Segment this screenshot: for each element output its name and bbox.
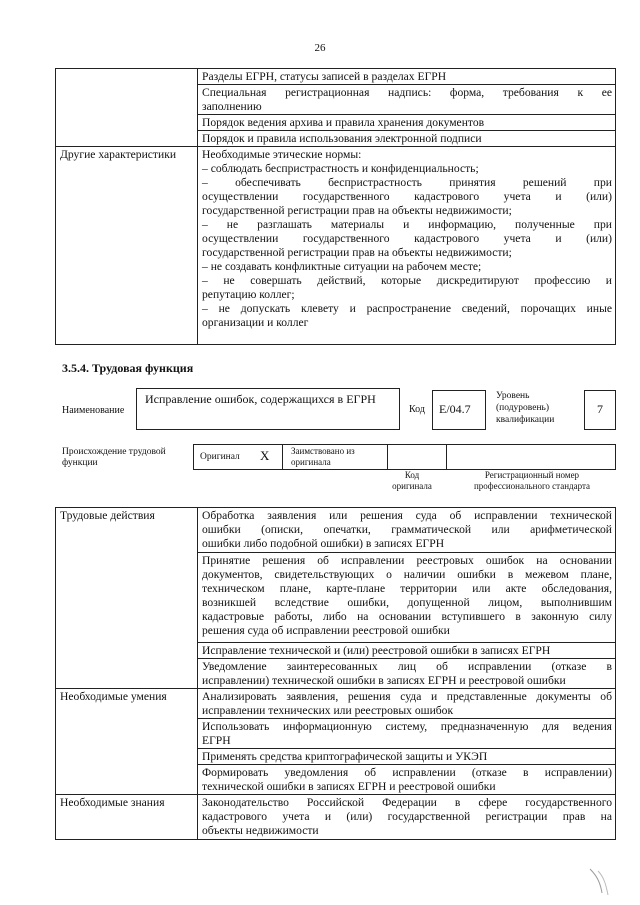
text-line: ошибки либо подобной ошибки) в записях ЕГРН: [202, 537, 445, 550]
level-label: Уровень (подуровень) квалификации: [496, 391, 555, 425]
origin-label: Происхождение трудовой функции: [62, 447, 166, 468]
table-item-cell: [198, 659, 616, 689]
text-line: решения суда об исправлении реестровой ошибки: [202, 624, 450, 637]
table-item-cell: [198, 689, 616, 719]
text-line: государственной регистрации прав на объекты недвижимости;: [202, 246, 512, 259]
text-line: Специальная регистрационная надпись: форма, требования к ее: [202, 86, 612, 99]
text-line: техническом плане, карте-плане территории или акте обследования,: [202, 582, 612, 595]
text-line: – не допускать клевету и распространение сведений, порочащих иные: [202, 302, 612, 315]
level-value-box: [584, 390, 616, 430]
text-line: Принятие решения об исправлении реестровых ошибок на основании: [202, 554, 612, 567]
text-line: осуществлении государственного кадастрового учета и (или): [202, 232, 612, 245]
table-item-cell: Применять средства криптографической защиты и УКЭП: [198, 749, 616, 765]
section-heading: 3.5.4. Трудовая функция: [62, 361, 194, 375]
text-line: организации и коллег: [202, 316, 309, 329]
table-item-cell: [198, 795, 616, 840]
text-line: Обработка заявления или решения суда об исправлении технической: [202, 509, 612, 522]
table-label-cell: Необходимые знания: [56, 795, 198, 840]
code-value-box: [432, 390, 486, 430]
text-line: – не разглашать материалы и информацию, полученные при: [202, 218, 612, 231]
text-line: репутацию коллег;: [202, 288, 295, 301]
table-item-cell: Разделы ЕГРН, статусы записей в разделах ЕГРН: [198, 69, 616, 85]
ethics-cell: [198, 147, 616, 345]
text-line: Анализировать заявления, решения суда и представленные документы об: [202, 690, 612, 703]
page-number: 26: [314, 42, 326, 54]
text-line: – не создавать конфликтные ситуации на рабочем месте;: [202, 260, 482, 273]
text-line: ЕГРН: [202, 734, 231, 747]
code-caption: Код оригинала: [392, 470, 432, 491]
table-item-cell: [198, 553, 616, 643]
scan-mark-icon: [586, 867, 616, 897]
original-mark: X: [260, 448, 270, 463]
text-line: технической ошибки в записях ЕГРН и реестровой ошибки: [202, 780, 496, 793]
table-item-cell: Исправление технической и (или) реестровой ошибки в записях ЕГРН: [198, 643, 616, 659]
original-label: Оригинал: [200, 452, 240, 462]
regnum-caption: Регистрационный номер профессионального стандарта: [473, 470, 591, 491]
table-item-cell: [198, 85, 616, 115]
text-line: Уведомление заинтересованных лиц об исправлении (отказе в: [202, 660, 612, 673]
table-label-cell: Необходимые умения: [56, 689, 198, 795]
table-label-cell: [56, 69, 198, 147]
text-line: Формировать уведомления об исправлении (отказе в исправлении): [202, 766, 612, 779]
text-line: – соблюдать беспристрастность и конфиденциальность;: [202, 162, 479, 175]
top-characteristics-table: [55, 68, 616, 345]
table-label-cell: Трудовые действия: [56, 508, 198, 689]
level-value: 7: [597, 402, 603, 416]
origin-box: [193, 444, 616, 470]
table-item-cell: [198, 719, 616, 749]
name-value-box: [136, 388, 400, 430]
table-item-cell: [198, 765, 616, 795]
text-line: осуществлении государственного кадастрового учета и (или): [202, 190, 612, 203]
text-line: ошибки (описки, опечатки, грамматической или арифметической: [202, 523, 612, 536]
text-line: государственной регистрации прав на объекты недвижимости;: [202, 204, 512, 217]
text-line: кадастровые работы, либо на основании вступившего в законную силу: [202, 610, 612, 623]
code-value: E/04.7: [439, 402, 471, 416]
text-line: кадастрового учета и (или) государственной регистрации прав на: [202, 810, 612, 823]
text-line: – не совершать действий, которые дискредитируют профессию и: [202, 274, 612, 287]
text-line: Законодательство Российской Федерации в сфере государственного: [202, 796, 612, 809]
text-line: исправлении) технической ошибки в записях ЕГРН и реестровой ошибки: [202, 674, 566, 687]
text-line: Использовать информационную систему, предназначенную для ведения: [202, 720, 612, 733]
labor-function-table: [55, 507, 616, 840]
text-line: заполнению: [202, 100, 262, 113]
text-line: – обеспечивать беспристрастность принятия решений при: [202, 176, 612, 189]
name-label: Наименование: [62, 405, 125, 416]
text-line: документов, свидетельствующих о наличии ошибки в межевом плане,: [202, 568, 612, 581]
table-item-cell: Порядок и правила использования электронной подписи: [198, 131, 616, 147]
table-item-cell: Порядок ведения архива и правила хранения документов: [198, 115, 616, 131]
name-value: Исправление ошибок, содержащихся в ЕГРН: [145, 392, 376, 406]
borrowed-label: Заимствовано из оригинала: [291, 446, 355, 467]
text-line: исправлении технических или реестровых ошибок: [202, 704, 454, 717]
text-line: Необходимые этические нормы:: [202, 148, 362, 161]
table-item-cell: [198, 508, 616, 553]
text-line: возникшей вследствие ошибки, допущенной лицом, выполнившим: [202, 596, 612, 609]
code-label: Код: [409, 404, 425, 415]
table-label-cell: Другие характеристики: [56, 147, 198, 345]
text-line: объекты недвижимости: [202, 824, 319, 837]
